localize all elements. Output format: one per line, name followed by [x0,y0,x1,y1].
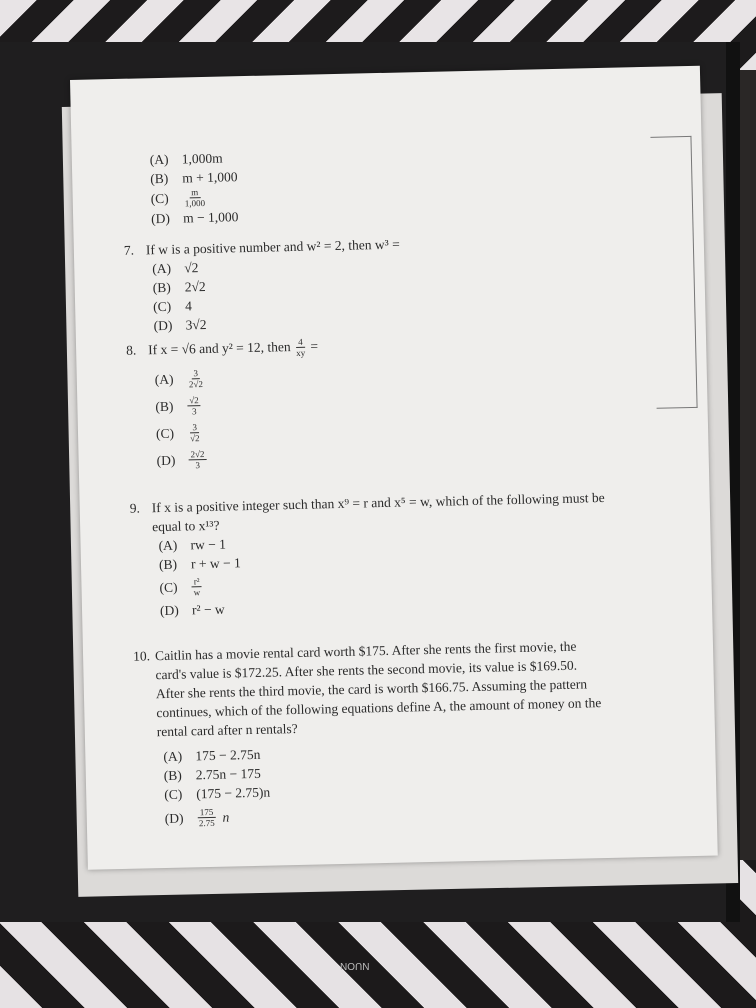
option: (C) $\frac{3}{√2}$ [155,422,200,444]
fraction: $\frac{m}{1,000}$ [184,187,206,209]
option: (A) √2 [152,260,199,277]
option: (C) (175 − 2.75)n [164,784,271,803]
question-stem: If w is a positive number and w² = 2, then w³ = [145,236,400,258]
option: (A) $\frac{3}{2√2}$ [154,368,204,390]
binder-label: NUON [340,960,370,971]
option: (C) 4 [152,298,193,315]
option: (D) $\frac{2√2}{3}$ [156,438,688,471]
question-stem: If x is a positive integer such than x⁹ = r and x⁵ = w, which of the following must be equal to x¹³? [151,489,605,535]
option: (A) rw − 1 [158,536,227,554]
option: (D) r² − w [159,601,225,619]
question-7: 7. If w is a positive number and w² = 2, then w³ = (A) √2 (B) 2√2 (C) 4 (D) 3√2 [124,228,686,336]
fraction: $\frac{3}{2√2}$ [188,368,204,390]
option: (A) 1,000m [149,150,223,168]
option: (B) 2.75n − 175 [163,765,261,784]
option: (A) 175 − 2.75n [163,746,261,765]
fraction: $\frac{4}{xy}$ [296,337,306,359]
option: (C) $\frac{m}{1,000}$ [150,187,206,209]
question-10: 10. Caitlin has a movie rental card worth $175. After she rents the first movie, the card's value is $172.25. After she rents the second movie, its value is $169.50. After she rents the third movie, the card is worth $166.75. Assuming the pattern continues, which of the following equations define A, the amount of money on the rental card after n rentals? (A) 175 − 2.75n (B) 2.75n − 175 (C) (175 − 2.75)n (D) $\frac{175}{2.75}$ n [133,634,697,830]
question-8: 8. If x = √6 and y² = 12, then $\frac{4}{xy}$ = (A) $\frac{3}{2√2}$ (B) $\frac{√2}{3}$ (C) $\frac{3}{√2}$ (D) $\frac{2√2}{3}$ [126,328,689,472]
fraction: $\frac{175}{2.75}$ [198,806,215,829]
option: (B) m + 1,000 [150,169,238,187]
option: (B) 2√2 [152,278,206,296]
option: (B) r + w − 1 [158,555,241,573]
question-9: 9. If x is a positive integer such than x⁹ = r and x⁵ = w, which of the following must be equal to x¹³? (A) rw − 1 (B) r + w − 1 (C) $\frac{\text{r²}}{w}$ (D) r² − w [130,486,693,621]
option: (C) $\frac{\text{r²}}{w}$ [159,576,201,598]
fraction: $\frac{\text{r²}}{w}$ [193,576,201,598]
option: (D) 3√2 [153,316,207,334]
question-stem: Caitlin has a movie rental card worth $175. After she rents the first movie, the card's value is $172.25. After she rents the second movie, its value is $169.50. After she rents the third movie, the card is worth $166.75. Assuming the pattern continues, which of the following equations define A, the amount of money on the rental card after n rentals? [154,638,602,740]
question-stem: If x = √6 and y² = 12, then $\frac{4}{xy}$ = [147,337,319,359]
worksheet-page [70,66,718,870]
fraction: $\frac{3}{√2}$ [190,422,200,444]
question-6-options [122,138,684,229]
option: (B) $\frac{√2}{3}$ [155,384,687,417]
fraction: $\frac{2√2}{3}$ [188,449,206,470]
option: (D) m − 1,000 [150,209,239,227]
fraction: $\frac{√2}{3}$ [187,396,201,417]
option: (D) $\frac{175}{2.75}$ n [164,806,230,829]
